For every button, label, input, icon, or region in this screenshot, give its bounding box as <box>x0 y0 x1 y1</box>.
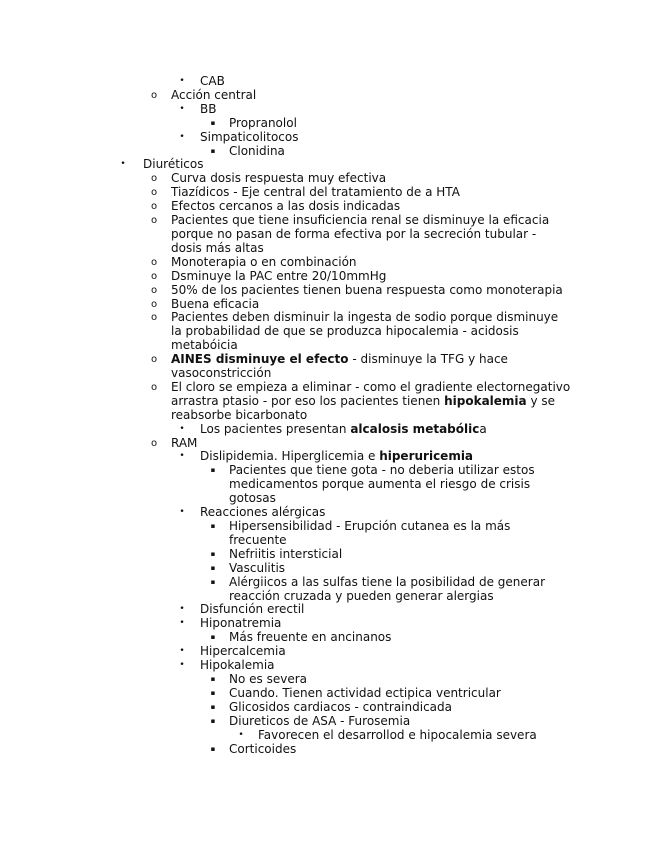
bold-text: AINES disminuye el efecto <box>171 352 349 367</box>
outline-line <box>0 687 655 701</box>
text-run: CAB <box>200 74 225 88</box>
outline-line-text <box>0 562 655 576</box>
outline-line-text <box>0 506 655 520</box>
bullet-circle-icon: o <box>150 256 158 268</box>
outline-line-text <box>0 381 655 395</box>
outline-line <box>0 603 655 617</box>
outline-line <box>0 298 655 312</box>
outline-line <box>0 311 655 325</box>
outline-line-text <box>0 534 655 548</box>
outline-line <box>0 89 655 103</box>
outline-line-text <box>0 423 655 437</box>
bullet-disc-icon: • <box>179 103 185 114</box>
outline-line <box>0 270 655 284</box>
bullet-circle-icon: o <box>150 312 158 324</box>
text-run: Diuréticos <box>143 157 204 172</box>
outline-line <box>0 367 655 381</box>
text-run: dosis más altas <box>171 240 264 255</box>
outline-line-text <box>0 673 655 687</box>
outline-line-text <box>0 103 655 117</box>
outline-line <box>0 464 655 478</box>
outline-line-text <box>0 270 655 284</box>
outline-line <box>0 743 655 757</box>
text-run: Hiponatremia <box>200 616 282 631</box>
outline-line-text <box>0 311 655 325</box>
text-run: Tiazídicos - Eje central del tratamiento de a HTA <box>171 185 460 200</box>
text-run: reacción cruzada y pueden generar alergias <box>229 588 494 603</box>
outline-line-text <box>0 715 655 729</box>
outline-line <box>0 186 655 200</box>
text-run: 50% de los pacientes tienen buena respuesta como monoterapia <box>171 282 563 297</box>
bullet-disc-icon: • <box>179 646 185 657</box>
text-run: porque no pasan de forma efectiva por la secreción tubular - <box>171 226 537 241</box>
outline-line <box>0 395 655 409</box>
bullet-circle-icon: o <box>150 173 158 185</box>
bullet-disc-icon: • <box>179 618 185 629</box>
text-run: - disminuye la TFG y hace <box>348 352 508 367</box>
outline-line-text <box>0 242 655 256</box>
outline-line-text <box>0 89 655 103</box>
text-run: Efectos cercanos a las dosis indicadas <box>171 199 401 214</box>
outline-line-text <box>0 520 655 534</box>
outline-line <box>0 506 655 520</box>
text-run: Simpaticolitocos <box>200 129 299 144</box>
outline-line-text <box>0 729 655 743</box>
outline-line <box>0 617 655 631</box>
outline-line <box>0 117 655 131</box>
outline-line <box>0 158 655 172</box>
outline-line <box>0 381 655 395</box>
bullet-disc-icon: • <box>238 729 244 740</box>
text-run: Pacientes que tiene gota - no deberia utilizar estos <box>229 463 535 478</box>
bullet-disc-icon: • <box>179 131 185 142</box>
bullet-disc-icon: • <box>179 423 185 434</box>
bullet-circle-icon: o <box>150 298 158 310</box>
outline-line-text <box>0 367 655 381</box>
bullet-circle-icon: o <box>150 270 158 282</box>
bold-text: hiperuricemia <box>379 449 474 464</box>
outline-line <box>0 256 655 270</box>
text-run: Corticoides <box>229 741 297 756</box>
text-run: RAM <box>171 435 198 450</box>
outline-line <box>0 200 655 214</box>
text-run: medicamentos porque aumenta el riesgo de crisis <box>229 477 531 492</box>
text-run: Favorecen el desarrollod e hipocalemia severa <box>258 727 537 742</box>
bullet-square-icon: ▪ <box>210 577 216 586</box>
outline-line <box>0 437 655 451</box>
outline-line <box>0 659 655 673</box>
outline-line-text <box>0 631 655 645</box>
bullet-circle-icon: o <box>150 381 158 393</box>
text-run: Hipersensibilidad - Erupción cutanea es la más <box>229 519 511 533</box>
outline-line-text <box>0 395 655 409</box>
outline-line <box>0 729 655 743</box>
outline-line-text <box>0 450 655 464</box>
outline-line-text <box>0 117 655 131</box>
outline-line-text <box>0 743 655 757</box>
outline-line <box>0 631 655 645</box>
outline-line-text <box>0 464 655 478</box>
bullet-square-icon: ▪ <box>210 466 216 475</box>
bullet-disc-icon: • <box>179 604 185 615</box>
bullet-circle-icon: o <box>150 201 158 213</box>
bullet-square-icon: ▪ <box>210 674 216 683</box>
outline-line <box>0 645 655 659</box>
outline-line-text <box>0 158 655 172</box>
outline-line-text <box>0 437 655 451</box>
text-run: Buena eficacia <box>171 296 260 311</box>
outline-line-text <box>0 75 655 89</box>
text-run: Nefriitis intersticial <box>229 546 343 561</box>
outline-line-text <box>0 186 655 200</box>
outline-line <box>0 423 655 437</box>
outline-line-text <box>0 701 655 715</box>
outline-line <box>0 409 655 423</box>
outline-line <box>0 450 655 464</box>
outline-line <box>0 284 655 298</box>
outline-line-text <box>0 603 655 617</box>
text-run: El cloro se empieza a eliminar - como el gradiente electornegativo <box>171 379 571 394</box>
outline-line <box>0 673 655 687</box>
document-body <box>0 75 655 756</box>
text-run: la probabilidad de que se produzca hipocalemia - acidosis <box>171 324 519 339</box>
text-run: Acción central <box>171 87 257 102</box>
outline-line-text <box>0 576 655 590</box>
bullet-square-icon: ▪ <box>210 633 216 642</box>
bullet-square-icon: ▪ <box>210 522 216 530</box>
outline-line-text <box>0 256 655 270</box>
text-run: arrastra ptasio - por eso los pacientes tienen <box>171 393 445 408</box>
text-run: gotosas <box>229 491 276 506</box>
text-run: y se <box>526 393 556 408</box>
text-run: Dsminuye la PAC entre 20/10mmHg <box>171 268 387 283</box>
bullet-square-icon: ▪ <box>210 146 216 155</box>
text-run: Glicosidos cardiacos - contraindicada <box>229 699 452 714</box>
text-run: Alérgiicos a las sulfas tiene la posibilidad de generar <box>229 574 546 589</box>
bullet-square-icon: ▪ <box>210 716 216 725</box>
outline-line <box>0 75 655 89</box>
outline-line-text <box>0 590 655 604</box>
outline-line <box>0 520 655 534</box>
text-run: Pacientes deben disminuir la ingesta de sodio porque disminuye <box>171 310 559 325</box>
bullet-square-icon: ▪ <box>210 563 216 572</box>
bullet-square-icon: ▪ <box>210 118 216 127</box>
outline-line <box>0 478 655 492</box>
text-run: vasoconstricción <box>171 366 272 381</box>
outline-line <box>0 534 655 548</box>
text-run: Disfunción erectil <box>200 602 305 617</box>
text-run: Más freuente en ancinanos <box>229 630 392 645</box>
bullet-square-icon: ▪ <box>210 702 216 711</box>
outline-line-text <box>0 617 655 631</box>
bullet-circle-icon: o <box>150 354 158 366</box>
bullet-circle-icon: o <box>150 187 158 199</box>
outline-line-text <box>0 145 655 159</box>
text-run: Los pacientes presentan <box>200 421 351 436</box>
text-run: Vasculitis <box>229 560 286 575</box>
outline-line <box>0 353 655 367</box>
text-run: BB <box>200 101 217 116</box>
outline-line <box>0 715 655 729</box>
bullet-disc-icon: • <box>179 507 185 518</box>
bold-text: alcalosis metabólic <box>350 421 480 436</box>
outline-line <box>0 242 655 256</box>
outline-line <box>0 325 655 339</box>
outline-line <box>0 562 655 576</box>
text-run: frecuente <box>229 532 287 547</box>
outline-line <box>0 576 655 590</box>
outline-line-text <box>0 228 655 242</box>
outline-line-text <box>0 353 655 367</box>
outline-line-text <box>0 687 655 701</box>
outline-line-text <box>0 325 655 339</box>
text-run: Reacciones alérgicas <box>200 505 326 520</box>
outline-line <box>0 172 655 186</box>
text-run: Clonidina <box>229 143 285 158</box>
text-run: metabóicia <box>171 338 238 353</box>
bullet-circle-icon: o <box>150 284 158 296</box>
text-run: Hipokalemia <box>200 658 275 673</box>
outline-line <box>0 701 655 715</box>
text-run: Pacientes que tiene insuficiencia renal se disminuye la eficacia <box>171 213 550 228</box>
outline-line-text <box>0 214 655 228</box>
outline-line-text <box>0 409 655 423</box>
bullet-disc-icon: • <box>179 660 185 671</box>
outline-line <box>0 145 655 159</box>
text-run: Dislipidemia. Hiperglicemia e <box>200 449 380 464</box>
text-run: Curva dosis respuesta muy efectiva <box>171 171 387 186</box>
text-run: reabsorbe bicarbonato <box>171 407 308 422</box>
bullet-circle-icon: o <box>150 437 158 449</box>
outline-line <box>0 339 655 353</box>
bold-text: hipokalemia <box>444 393 527 408</box>
outline-line <box>0 103 655 117</box>
text-run: Propranolol <box>229 115 297 130</box>
outline-line <box>0 492 655 506</box>
outline-line-text <box>0 659 655 673</box>
text-run: Diureticos de ASA - Furosemia <box>229 713 411 728</box>
outline-line-text <box>0 478 655 492</box>
outline-line-text <box>0 200 655 214</box>
outline-line-text <box>0 548 655 562</box>
text-run: Hipercalcemia <box>200 644 286 659</box>
text-run: Monoterapia o en combinación <box>171 254 357 269</box>
outline-line-text <box>0 298 655 312</box>
outline-line-text <box>0 284 655 298</box>
bullet-disc-icon: • <box>179 76 185 86</box>
outline-line-text <box>0 131 655 145</box>
outline-line <box>0 131 655 145</box>
bullet-square-icon: ▪ <box>210 549 216 558</box>
text-run: Cuando. Tienen actividad ectipica ventricular <box>229 685 501 700</box>
outline-line <box>0 214 655 228</box>
bullet-circle-icon: o <box>150 215 158 227</box>
bullet-square-icon: ▪ <box>210 744 216 753</box>
bullet-square-icon: ▪ <box>210 688 216 697</box>
bullet-disc-icon: • <box>179 451 185 462</box>
outline-line <box>0 548 655 562</box>
outline-line-text <box>0 492 655 506</box>
outline-line-text <box>0 339 655 353</box>
outline-line-text <box>0 645 655 659</box>
outline-line <box>0 590 655 604</box>
outline-line-text <box>0 172 655 186</box>
text-run: a <box>479 421 487 436</box>
text-run: No es severa <box>229 671 307 686</box>
bullet-circle-icon: o <box>150 89 158 101</box>
bullet-disc-icon: • <box>120 159 126 170</box>
outline-line <box>0 228 655 242</box>
